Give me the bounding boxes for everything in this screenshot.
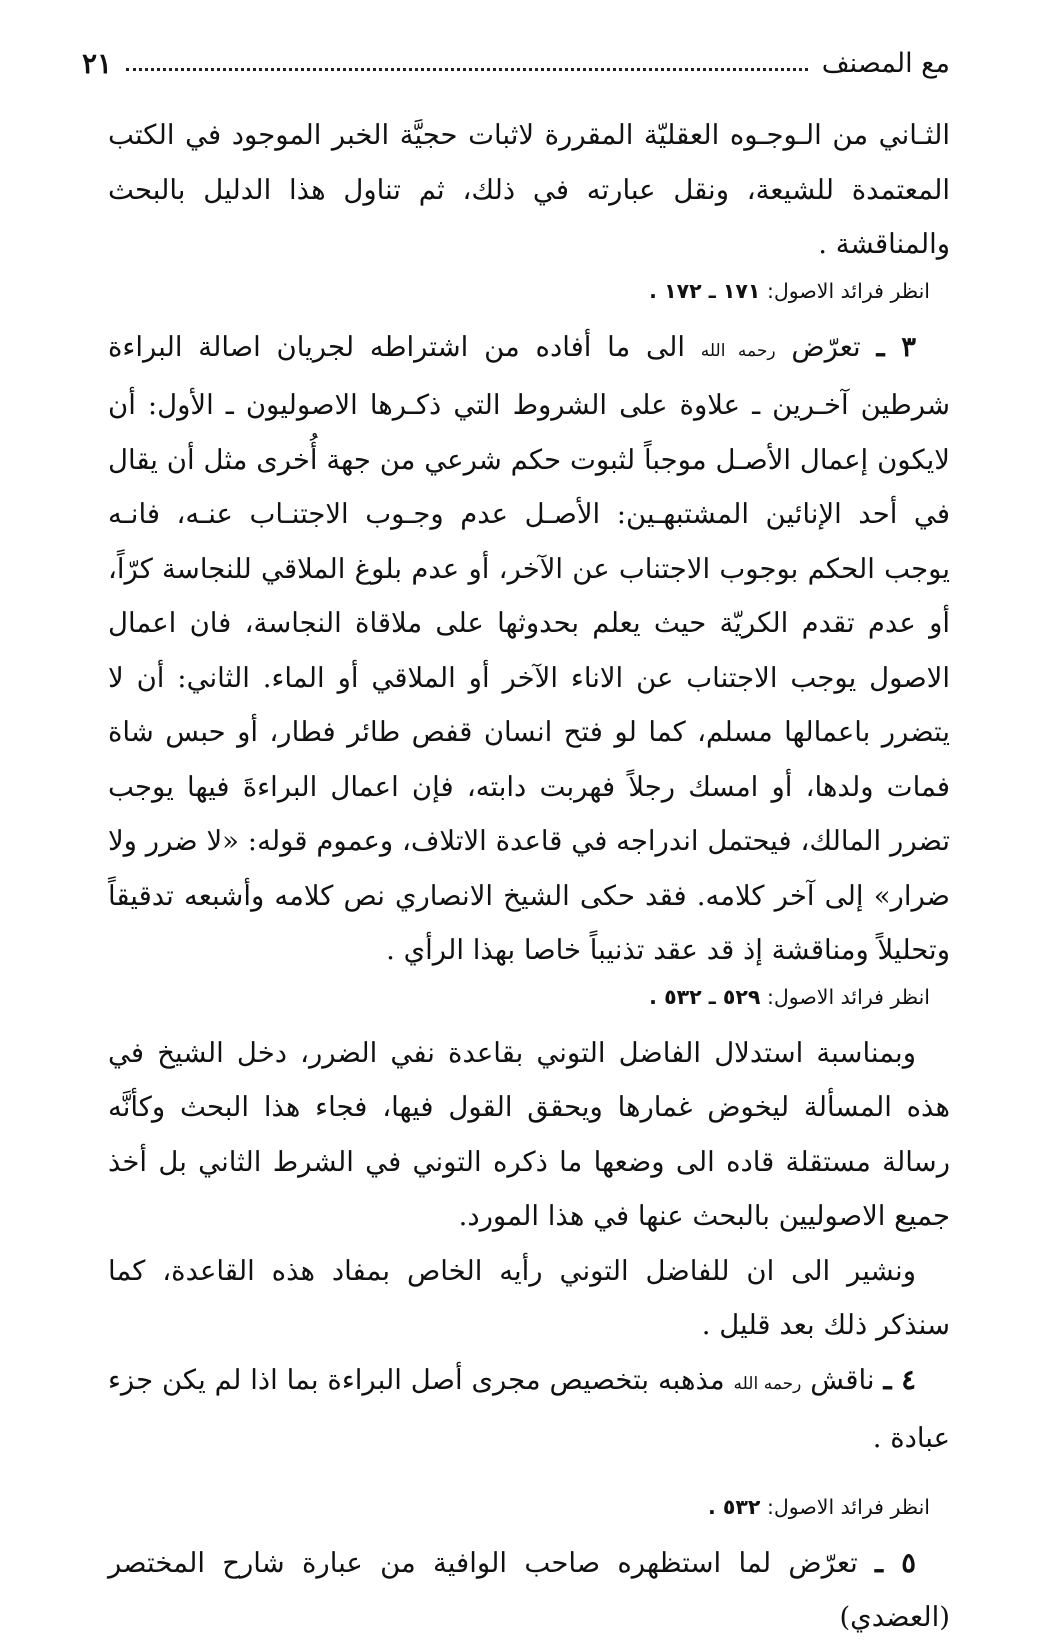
reference-label: انظر فرائد الاصول: — [766, 1494, 930, 1519]
page-number: ٢١ — [82, 46, 113, 80]
item-number: ٤ ـ — [883, 1363, 916, 1396]
item-verb: ناقش — [810, 1363, 875, 1396]
honorific: رحمه الله — [700, 340, 776, 361]
running-head — [82, 38, 950, 88]
item-number: ٥ ـ — [875, 1546, 917, 1579]
item-verb: تعرّض — [791, 330, 861, 363]
running-title: مع المصنف — [821, 47, 950, 79]
numbered-item-4 — [108, 1353, 950, 1466]
paragraph-3: وبمناسبة استدلال الفاضل التوني بقاعدة نفي الضرر، دخل الشيخ في هذه المسألة ليخوض غمارها ويحقق القول فيها، فجاء هذا البحث وكأنَّه رسالة مستقلة قاده الى وضعها ما ذكره التوني في الشرط الثاني بل أخذ جميع الاصوليين بالبحث عنها في هذا المورد. — [108, 1036, 950, 1232]
item-text: تعرّض لما استظهره صاحب الوافية من عبارة شارح المختصر (العضدي) — [108, 1546, 950, 1633]
reference-label: انظر فرائد الاصول: — [766, 278, 930, 303]
dot-leader — [126, 68, 808, 71]
numbered-item-3 — [108, 320, 950, 978]
numbered-item-5 — [108, 1536, 950, 1645]
item-text: الى ما أفاده من اشتراطه لجريان اصالة البراءة شرطين آخـرين ـ علاوة على الشروط التي ذكـرها الاصوليون ـ الأول: أن لايكون إعمال الأصـل موجباً لثبوت حكم شرعي من جهة أُخرى مثل أن يقال في أحد الإنائين المشتبهـين: الأصـل عدم وجـوب الاجتنـاب عنـه، فانـه يوجب الحكم بوجوب الاجتناب عن الآخر، أو عدم بلوغ الملاقي للنجاسة كرّاً، أو عدم تقدم الكريّة حيث يعلم بحدوثها على ملاقاة النجاسة، فان اعمال الاصول يوجب الاجتناب عن الاناء الآخر أو الملاقي أو الماء. الثاني: أن لا يتضرر باعمالها مسلم، كما لو فتح انسان قفص طائر فطار، أو حبس شاة فمات ولدها، أو امسك رجلاً فهربت دابته، فإن اعمال البراءةَ فيها يوجب تضرر المالك، فيحتمل اندراجه في قاعدة الاتلاف، وعموم قوله: «لا ضرر ولا ضرار» إلى آخر كلامه. فقد حكى الشيخ الانصاري نص كلامه وأشبعه تدقيقاً وتحليلاً ومناقشة إذ قد عقد تذنيباً خاصا بهذا الرأي . — [108, 330, 950, 966]
reference-3 — [108, 1492, 950, 1522]
reference-pages: ١٧١ ـ ١٧٢ . — [649, 278, 761, 303]
reference-pages: ٥٢٩ ـ ٥٣٢ . — [649, 984, 761, 1009]
body-text — [108, 108, 950, 1645]
honorific: رحمه الله — [733, 1373, 802, 1394]
item-number: ٣ ـ — [876, 330, 916, 363]
reference-1 — [108, 276, 950, 306]
reference-2 — [108, 982, 950, 1012]
item-text: مذهبه بتخصيص مجرى أصل البراءة بما اذا لم يكن جزء عبادة . — [108, 1363, 950, 1454]
reference-pages: ٥٣٢ . — [707, 1494, 761, 1519]
reference-label: انظر فرائد الاصول: — [766, 984, 930, 1009]
paragraph-4: ونشير الى ان للفاضل التوني رأيه الخاص بمفاد هذه القاعدة، كما سنذكر ذلك بعد قليل . — [108, 1254, 950, 1341]
spacer — [108, 1466, 950, 1488]
paragraph-1: الثـاني من الـوجـوه العقليّة المقررة لاثبات حجيَّة الخبر الموجود في الكتب المعتمدة للشيعة، ونقل عبارته في ذلك، ثم تناول هذا الدليل بالبحث والمناقشة . — [108, 119, 950, 260]
